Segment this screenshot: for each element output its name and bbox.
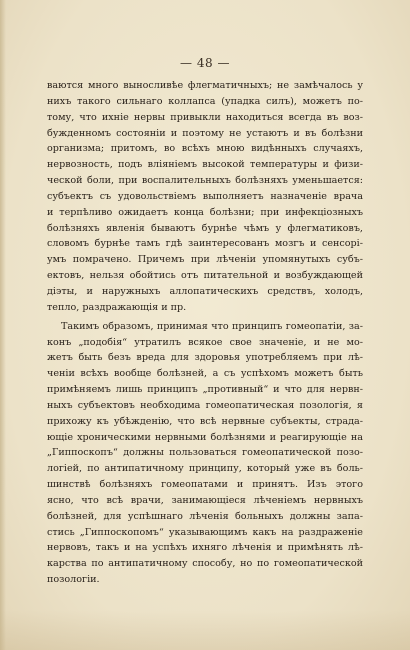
text-line: шинствѣ болѣзняхъ гомеопатами и принятъ. Изъ этого — [47, 479, 363, 491]
text-line: бужденномъ состоянiи и поэтому не устаютъ и въ болѣзни — [47, 127, 363, 139]
text-line: примѣняемъ лишь принципъ „противный“ и что для нервн- — [47, 384, 363, 396]
paragraph-1 — [47, 78, 363, 316]
text-line: болѣзней, для успѣшнаго лѣченiя больныхъ должны запа- — [47, 510, 363, 522]
text-line: нервовъ, такъ и на успѣхъ ихняго лѣченiя и примѣнять лѣ- — [47, 542, 363, 554]
page-edge-shadow — [0, 0, 6, 650]
text-line: карства по антипатичному способу, но по гомеопатической — [47, 558, 363, 570]
text-line: и терпѣливо ожидаетъ конца болѣзни; при инфекцiозныхъ — [47, 206, 363, 218]
text-line: ющiе хроническими нервными болѣзнями и реагирующiе на — [47, 431, 363, 443]
text-line: умъ помрачено. Причемъ при лѣченiи упомянутыхъ субъ- — [47, 254, 363, 266]
text-line: логiей, по антипатичному принципу, который уже въ боль- — [47, 463, 363, 475]
text-line: словомъ бурнѣе тамъ гдѣ заинтересованъ мозгъ и сенсорi- — [47, 238, 363, 250]
text-line: жетъ быть безъ вреда для здоровья употребляемъ при лѣ- — [47, 352, 363, 364]
text-line: нихъ такого сильнаго коллапса (упадка силъ), можетъ по- — [47, 95, 363, 107]
text-line: позологiи. — [47, 574, 100, 586]
text-line: стись „Гиппоскопомъ“ указывающимъ какъ на раздраженiе — [47, 526, 363, 538]
body-text — [47, 78, 363, 588]
text-line: организма; притомъ, во всѣхъ мною видѣнныхъ случаяхъ, — [47, 143, 363, 155]
page-number: — 48 — — [180, 56, 230, 70]
text-line: ясно, что всѣ врачи, занимающiеся лѣченiемъ нервныхъ — [47, 494, 363, 506]
text-line: конъ „подобiя“ утратилъ всякое свое значенiе, и не мо- — [47, 336, 363, 348]
text-line: „Гиппоскопъ“ должны пользоваться гомеопатической позо- — [47, 447, 363, 459]
text-line: ектовъ, нельзя обойтись отъ питательной и возбуждающей — [47, 270, 363, 282]
text-line: прихожу къ убѣжденiю, что всѣ нервные субъекты, страда- — [47, 415, 363, 427]
text-line: Такимъ образомъ, принимая что принципъ гомеопатiи, за- — [61, 320, 363, 332]
text-line: ваются много выносливѣе флегматичныхъ; не замѣчалось у — [47, 80, 363, 91]
text-line: дiэты, и наружныхъ аллопатическихъ средствъ, холодъ, — [47, 285, 363, 297]
text-line: болѣзняхъ явленiя бываютъ бурнѣе чѣмъ у флегматиковъ, — [47, 222, 363, 234]
text-line: субъектъ съ удовольствiемъ выполняетъ назначенiе врача — [47, 190, 363, 202]
page-bottom-shading — [0, 610, 410, 650]
text-line: ченiи всѣхъ вообще болѣзней, а съ успѣхомъ можетъ быть — [47, 368, 363, 380]
text-line: нервозность, подъ влiянiемъ высокой температуры и физи- — [47, 159, 363, 171]
text-line: ныхъ субъектовъ необходима гомеопатическая позологiя, я — [47, 399, 363, 411]
paragraph-2 — [47, 319, 363, 588]
text-line: тепло, раздражающiя и пр. — [47, 301, 187, 313]
text-line: ческой боли, при воспалительныхъ болѣзняхъ уменьшается: — [47, 175, 363, 187]
text-line: тому, что ихнiе нервы привыкли находиться всегда въ воз- — [47, 111, 363, 123]
